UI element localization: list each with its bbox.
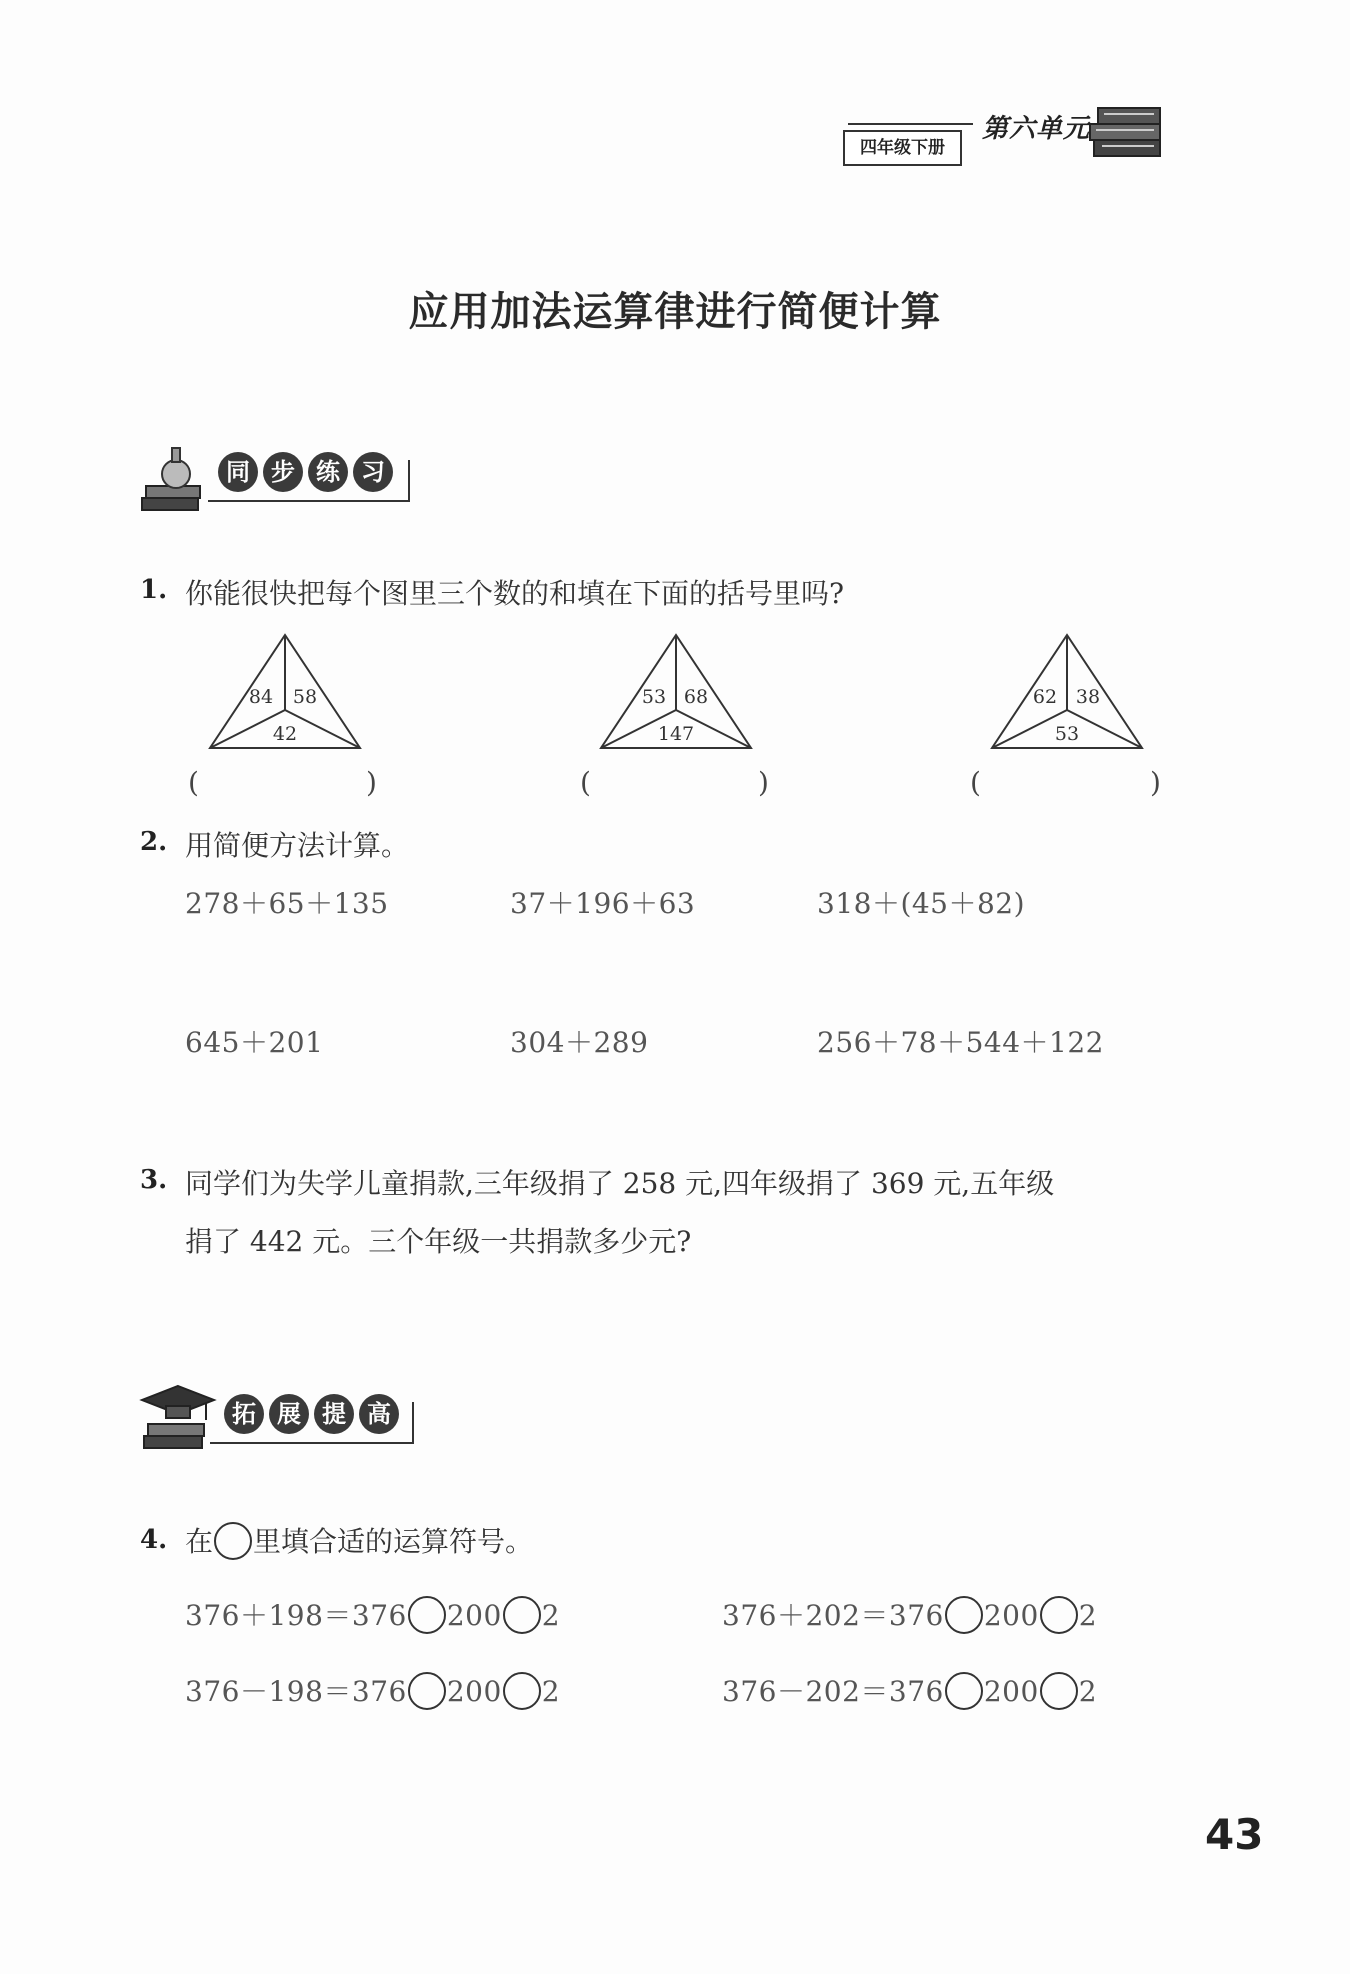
- section-char: 展: [269, 1394, 309, 1434]
- triangle-figure: [598, 630, 758, 755]
- section-char: 习: [353, 452, 393, 492]
- equation-mid: 200: [983, 1599, 1039, 1632]
- triangle-number: 62: [1032, 686, 1058, 708]
- question-number: 2.: [140, 827, 168, 857]
- grade-label: 四年级下册: [843, 130, 962, 166]
- lamp-books-icon: [138, 438, 208, 518]
- operator-blank[interactable]: [1040, 1596, 1078, 1634]
- expression: 318＋(45＋82): [817, 887, 1026, 920]
- answer-paren-close: ): [1150, 766, 1161, 799]
- operator-blank[interactable]: [503, 1596, 541, 1634]
- question-text: 你能很快把每个图里三个数的和填在下面的括号里吗?: [185, 577, 845, 610]
- answer-blank[interactable]: [592, 762, 756, 798]
- section-char: 同: [218, 452, 258, 492]
- expression: 37＋196＋63: [510, 887, 696, 920]
- question-number: 3.: [140, 1165, 168, 1195]
- triangle-number: 38: [1075, 686, 1101, 708]
- section-char: 练: [308, 452, 348, 492]
- equation-prefix: 376＋198＝376: [185, 1599, 407, 1632]
- equation-end: 2: [1078, 1599, 1098, 1632]
- question-number: 4.: [140, 1525, 168, 1555]
- equation-prefix: 376＋202＝376: [722, 1599, 944, 1632]
- answer-paren-open: (: [188, 766, 199, 799]
- answer-paren-open: (: [970, 766, 981, 799]
- answer-blank[interactable]: [982, 762, 1148, 798]
- equation-end: 2: [541, 1675, 561, 1708]
- equation-mid: 200: [446, 1675, 502, 1708]
- equation-row: [185, 1594, 560, 1637]
- operator-blank[interactable]: [945, 1596, 983, 1634]
- triangle-number: 147: [657, 723, 695, 745]
- section-char: 提: [314, 1394, 354, 1434]
- triangle-number: 68: [683, 686, 709, 708]
- expression: 645＋201: [185, 1026, 324, 1059]
- question-text-after: 里填合适的运算符号。: [253, 1525, 534, 1558]
- triangle-number: 84: [248, 686, 274, 708]
- triangle-figure: [990, 630, 1150, 755]
- answer-paren-close: ): [758, 766, 769, 799]
- equation-row: [722, 1594, 1097, 1637]
- circle-blank-icon: [214, 1522, 252, 1560]
- question-text: 同学们为失学儿童捐款,三年级捐了 258 元,四年级捐了 369 元,五年级: [185, 1167, 1055, 1200]
- header-rule: [848, 123, 973, 125]
- expression: 304＋289: [510, 1026, 649, 1059]
- expression: 278＋65＋135: [185, 887, 389, 920]
- triangle-figure: [205, 630, 365, 755]
- answer-blank[interactable]: [200, 762, 364, 798]
- page-title: 应用加法运算律进行简便计算: [408, 288, 942, 335]
- operator-blank[interactable]: [503, 1672, 541, 1710]
- question-text: 用简便方法计算。: [185, 829, 410, 862]
- triangle-number: 53: [1054, 723, 1080, 745]
- unit-title: 第六单元: [982, 114, 1091, 144]
- section-char: 步: [263, 452, 303, 492]
- question-text: [185, 1520, 533, 1563]
- triangle-number: 53: [641, 686, 667, 708]
- operator-blank[interactable]: [945, 1672, 983, 1710]
- equation-mid: 200: [446, 1599, 502, 1632]
- triangle-number: 42: [272, 723, 298, 745]
- question-text: 捐了 442 元。三个年级一共捐款多少元?: [185, 1225, 692, 1258]
- equation-end: 2: [1078, 1675, 1098, 1708]
- page-number: 43: [1205, 1810, 1264, 1859]
- answer-paren-open: (: [580, 766, 591, 799]
- section-char: 高: [359, 1394, 399, 1434]
- graduation-cap-books-icon: [138, 1378, 218, 1458]
- section-char: 拓: [224, 1394, 264, 1434]
- equation-row: [722, 1670, 1097, 1713]
- triangle-number: 58: [292, 686, 318, 708]
- equation-row: [185, 1670, 560, 1713]
- operator-blank[interactable]: [408, 1596, 446, 1634]
- question-number: 1.: [140, 575, 168, 605]
- expression: 256＋78＋544＋122: [817, 1026, 1104, 1059]
- question-text-before: 在: [185, 1525, 214, 1558]
- books-stack-icon: [1088, 96, 1168, 168]
- operator-blank[interactable]: [408, 1672, 446, 1710]
- equation-mid: 200: [983, 1675, 1039, 1708]
- equation-prefix: 376－202＝376: [722, 1675, 944, 1708]
- equation-end: 2: [541, 1599, 561, 1632]
- answer-paren-close: ): [366, 766, 377, 799]
- equation-prefix: 376－198＝376: [185, 1675, 407, 1708]
- operator-blank[interactable]: [1040, 1672, 1078, 1710]
